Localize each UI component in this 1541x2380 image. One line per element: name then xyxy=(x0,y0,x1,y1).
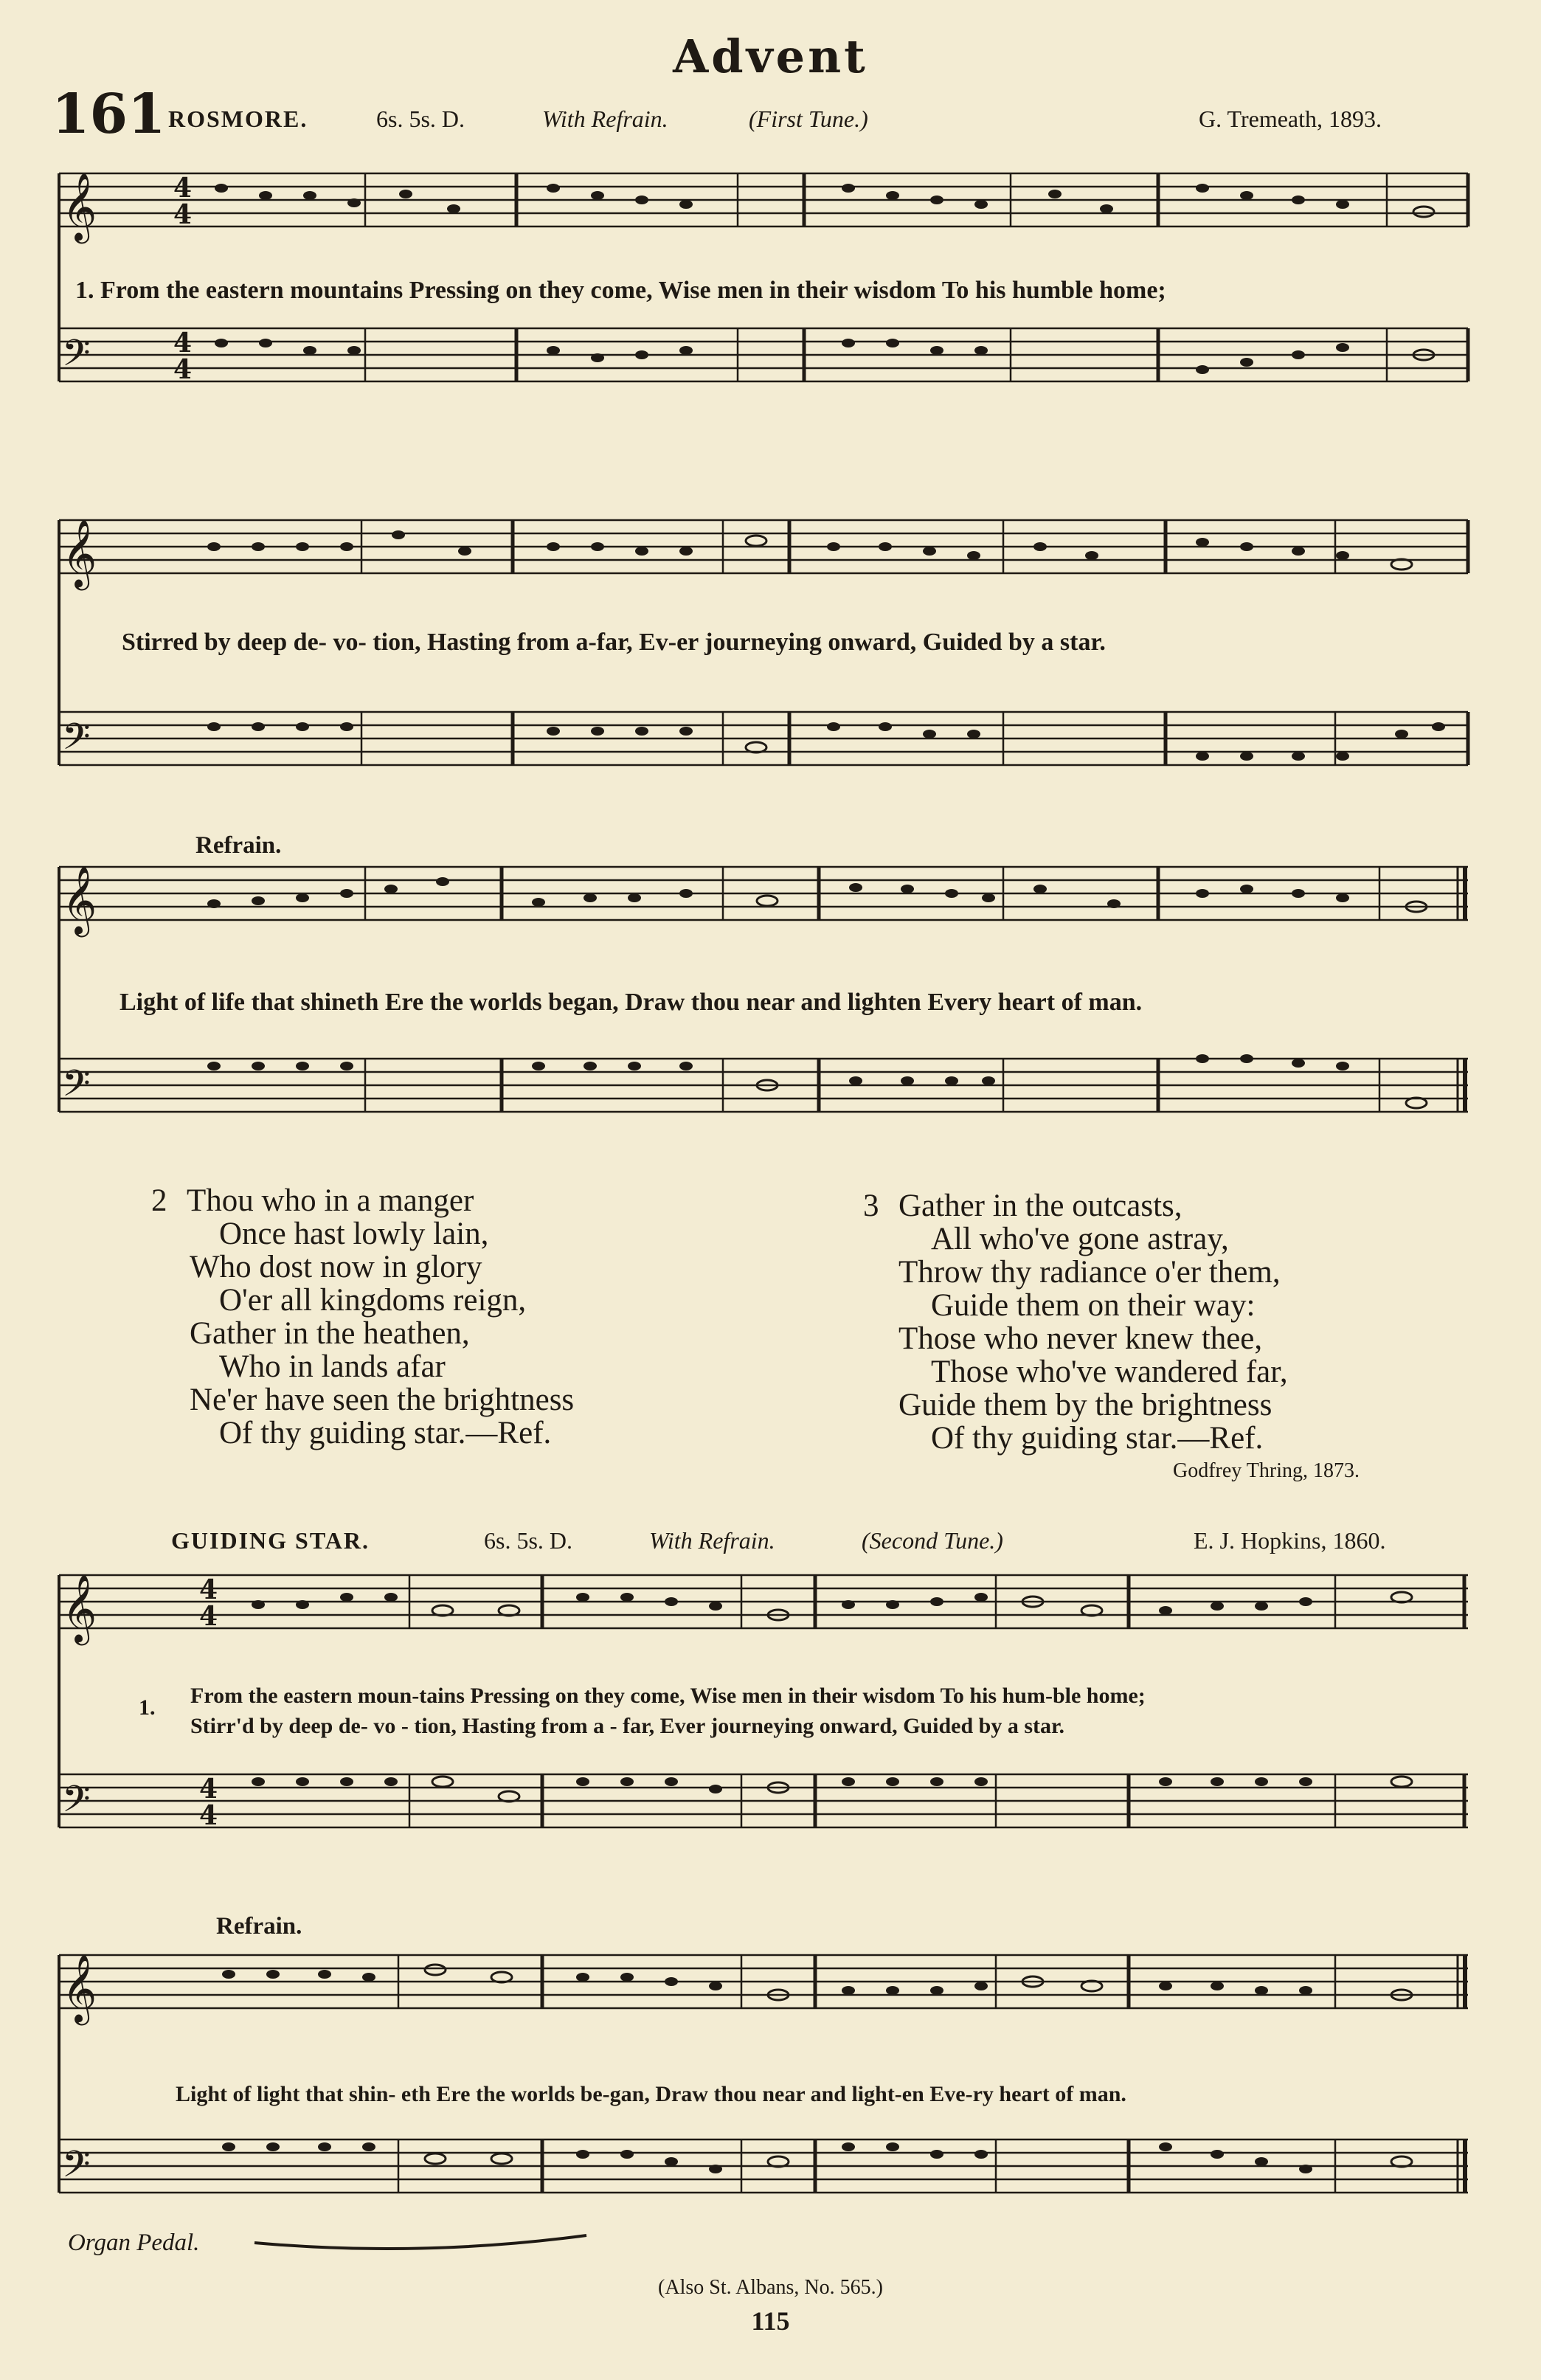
svg-text:4: 4 xyxy=(199,1774,218,1805)
svg-text:𝄢: 𝄢 xyxy=(62,1062,91,1114)
verse-3-number: 3 xyxy=(863,1189,879,1223)
verse-2-line-5: Gather in the heathen, xyxy=(190,1316,470,1351)
svg-text:𝄞: 𝄞 xyxy=(62,172,97,241)
hymn-number: 161 xyxy=(52,83,166,146)
hymn1-lyric-line-1: 1. From the eastern mountains Pressing on they come, Wise men in their wisdom To his humble home; xyxy=(75,277,1166,304)
verse-3-line-5: Those who never knew thee, xyxy=(898,1321,1263,1356)
music-system-1 xyxy=(52,166,1475,446)
refrain-label-2: Refrain. xyxy=(216,1913,302,1940)
verse-2-line-8: Of thy guiding star.—Ref. xyxy=(219,1416,552,1450)
composer-2: E. J. Hopkins, 1860. xyxy=(1194,1527,1386,1554)
svg-text:4: 4 xyxy=(173,173,193,204)
tune-order: (First Tune.) xyxy=(749,105,868,132)
svg-text:4: 4 xyxy=(173,354,193,385)
verse-2-line-4: O'er all kingdoms reign, xyxy=(219,1283,527,1318)
lyric-author: Godfrey Thring, 1873. xyxy=(1173,1459,1360,1482)
with-refrain-note: With Refrain. xyxy=(542,105,668,132)
svg-text:4: 4 xyxy=(199,1601,218,1632)
hymn1-lyric-line-2: Stirred by deep de- vo- tion, Hasting from a-far, Ev-er journeying onward, Guided by a star. xyxy=(122,629,1106,656)
tune-name-2: GUIDING STAR. xyxy=(171,1527,370,1554)
svg-text:4: 4 xyxy=(199,1574,218,1605)
svg-text:4: 4 xyxy=(173,328,193,359)
tune-order-2: (Second Tune.) xyxy=(862,1527,1003,1554)
verse-3-line-1: Gather in the outcasts, xyxy=(898,1189,1182,1223)
verse-2-line-6: Who in lands afar xyxy=(219,1349,446,1384)
verse-2 xyxy=(151,1184,574,1450)
verse-3-line-8: Of thy guiding star.—Ref. xyxy=(931,1421,1264,1456)
verse-3-line-3: Throw thy radiance o'er them, xyxy=(898,1255,1281,1290)
hymn1-lyric-line-3: Light of life that shineth Ere the worlds began, Draw thou near and lighten Every heart of man. xyxy=(120,989,1143,1016)
verse-2-line-2: Once hast lowly lain, xyxy=(219,1217,489,1251)
hymn2-lyric-line-1a: From the eastern moun-tains Pressing on they come, Wise men in their wisdom To his hum-ble home; xyxy=(190,1684,1146,1708)
tune-meter-2: 6s. 5s. D. xyxy=(484,1527,573,1554)
verse-3-line-6: Those who've wandered far, xyxy=(931,1355,1288,1389)
verse-3-line-4: Guide them on their way: xyxy=(931,1288,1256,1323)
verse-2-number: 2 xyxy=(151,1183,167,1218)
organ-pedal-label: Organ Pedal. xyxy=(68,2229,200,2256)
svg-text:𝄢: 𝄢 xyxy=(62,716,91,767)
hymn2-lyric-line-2: Light of light that shin- eth Ere the worlds be-gan, Draw thou near and light-en Eve-ry heart of man. xyxy=(176,2082,1126,2106)
organ-pedal-tie xyxy=(251,2228,590,2258)
verse-3 xyxy=(863,1189,1288,1455)
tune-meter: 6s. 5s. D. xyxy=(376,105,465,132)
refrain-label: Refrain. xyxy=(195,832,282,859)
svg-text:𝄞: 𝄞 xyxy=(62,865,97,934)
svg-text:𝄢: 𝄢 xyxy=(62,1778,91,1830)
verse-2-line-1: Thou who in a manger xyxy=(187,1183,474,1218)
page-number: 115 xyxy=(751,2306,790,2336)
svg-text:𝄢: 𝄢 xyxy=(62,332,91,384)
hymn2-lyric-line-1b: Stirr'd by deep de- vo - tion, Hasting from a - far, Ever journeying onward, Guided by a star. xyxy=(190,1714,1065,1738)
music-system-2 xyxy=(52,513,1475,800)
composer: G. Tremeath, 1893. xyxy=(1199,105,1382,132)
svg-text:𝄞: 𝄞 xyxy=(62,1954,97,2022)
verse-3-line-7: Guide them by the brightness xyxy=(898,1388,1272,1422)
tune-name: ROSMORE. xyxy=(168,105,308,132)
svg-text:𝄢: 𝄢 xyxy=(62,2143,91,2195)
verse-3-line-2: All who've gone astray, xyxy=(931,1222,1229,1256)
hymn2-verse-number: 1. xyxy=(139,1695,156,1720)
with-refrain-note-2: With Refrain. xyxy=(649,1527,775,1554)
footer-note: (Also St. Albans, No. 565.) xyxy=(658,2276,883,2299)
svg-text:4: 4 xyxy=(173,199,193,230)
svg-text:𝄞: 𝄞 xyxy=(62,519,97,587)
verse-2-line-3: Who dost now in glory xyxy=(190,1250,482,1284)
svg-text:𝄞: 𝄞 xyxy=(62,1574,97,1642)
section-title: Advent xyxy=(673,30,868,83)
verse-2-line-7: Ne'er have seen the brightness xyxy=(190,1383,575,1417)
svg-text:4: 4 xyxy=(199,1800,218,1831)
